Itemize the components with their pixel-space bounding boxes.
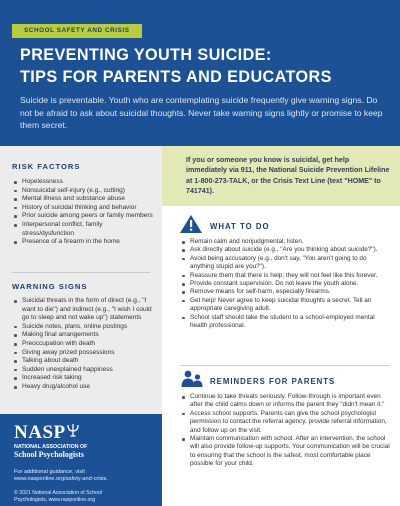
header-banner [0, 0, 400, 146]
list-item: Suicidal threats in the form of direct (e.g., "I want to die") and indirect (e.g., "I wish I could go to sleep and not wake up") statements [14, 297, 156, 323]
intro-text: Suicide is preventable. Youth who are contemplating suicide frequently give warning signs. Do not be afraid to ask about suicidal thoughts. Never take warning signs lightly or promise to keep them secret. [20, 95, 383, 131]
list-item: Remove means for self-harm, especially firearms. [182, 288, 392, 296]
guidance-link[interactable]: www.nasponline.org/safety-and-crisis. [14, 476, 108, 483]
help-text: If you or someone you know is suicidal, get help immediately via 911, the National Suicide Prevention Lifeline at 1-800-273-TALK, or the Crisis Text Line (text "HOME" to 741741). [186, 156, 390, 195]
list-item: Presence of a firearm in the home [14, 238, 156, 247]
risk-factors-list [14, 178, 156, 247]
copyright [14, 490, 102, 503]
list-item: History of suicidal thinking and behavior [14, 204, 156, 213]
copyright-line-2: Psychologists, www.nasponline.org [14, 496, 96, 503]
sidebar [0, 146, 162, 506]
list-item: Hopelessness [14, 178, 156, 187]
risk-factors-heading: RISK FACTORS [12, 162, 81, 171]
list-item: Suicide notes, plans, online postings [14, 323, 156, 332]
list-item: Access school supports. Parents can give the school psychologist permission to contact the referral agency, provide referral information, and follow up on the visit. [182, 410, 392, 435]
list-item: Nonsuicidal self-injury (e.g., cutting) [14, 187, 156, 196]
list-item: School staff should take the student to a school-employed mental health professional. [182, 314, 392, 331]
sidebar-divider [12, 272, 150, 273]
reminders-heading: REMINDERS FOR PARENTS [210, 377, 336, 386]
warning-signs-list [14, 297, 156, 392]
list-item: Talking about death [14, 357, 156, 366]
people-icon [180, 370, 204, 388]
list-item: Reassure them that there is help; they will not feel like this forever. [182, 272, 392, 280]
psi-icon [67, 423, 79, 437]
list-item: Heavy drug/alcohol use [14, 383, 156, 392]
category-tag: SCHOOL SAFETY AND CRISIS [12, 24, 142, 38]
section-divider [180, 365, 390, 366]
copyright-line-1: © 2021 National Association of School [14, 490, 103, 496]
list-item: Giving away prized possessions [14, 349, 156, 358]
list-item: Sudden unexplained happiness [14, 366, 156, 375]
list-item: Maintain communication with school. After an intervention, the school will also provide follow-up supports. Your communication will be crucial to ensuring that the school is the safest, most comfortable place possible for your child. [182, 435, 392, 469]
list-item: Preoccupation with death [14, 340, 156, 349]
nasp-guidance [14, 469, 108, 483]
list-item: Avoid being accusatory (e.g., don't say, "You aren't going to do anything stupid are you?"). [182, 255, 392, 272]
help-callout [162, 146, 400, 206]
nasp-footer [0, 414, 162, 506]
warning-signs-heading: WARNING SIGNS [12, 282, 88, 291]
list-item: Remain calm and nonjudgmental; listen. [182, 238, 392, 246]
list-item: Increased risk taking [14, 374, 156, 383]
nasp-logo: NASP [14, 422, 66, 443]
list-item: Ask directly about suicide (e.g., "Are you thinking about suicide?"). [182, 246, 392, 254]
guidance-line-1: For additional guidance, visit [14, 469, 85, 475]
list-item: Interpersonal conflict, family stress/dysfunction [14, 221, 156, 238]
title-line-1: PREVENTING YOUTH SUICIDE: [20, 46, 272, 64]
nasp-name-line-2: School Psychologists [14, 450, 85, 460]
list-item: Get help! Never agree to keep suicidal thoughts a secret. Tell an appropriate caregiving adult. [182, 297, 392, 314]
list-item: Making final arrangements [14, 331, 156, 340]
title-line-2: TIPS FOR PARENTS AND EDUCATORS [20, 68, 332, 86]
list-item: Mental illness and substance abuse [14, 195, 156, 204]
list-item: Prior suicide among peers or family members [14, 212, 156, 221]
page-title [20, 44, 390, 88]
nasp-organization-name [14, 444, 87, 459]
warning-icon [180, 215, 202, 233]
list-item: Provide constant supervision. Do not leave the youth alone. [182, 280, 392, 288]
nasp-name-line-1: NATIONAL ASSOCIATION OF [14, 444, 88, 450]
reminders-list [182, 393, 392, 469]
what-to-do-list [182, 238, 392, 330]
list-item: Continue to take threats seriously. Follow-through is important even after the child calms down or informs the parent they "didn't mean it." [182, 393, 392, 410]
what-to-do-heading: WHAT TO DO [210, 222, 270, 231]
